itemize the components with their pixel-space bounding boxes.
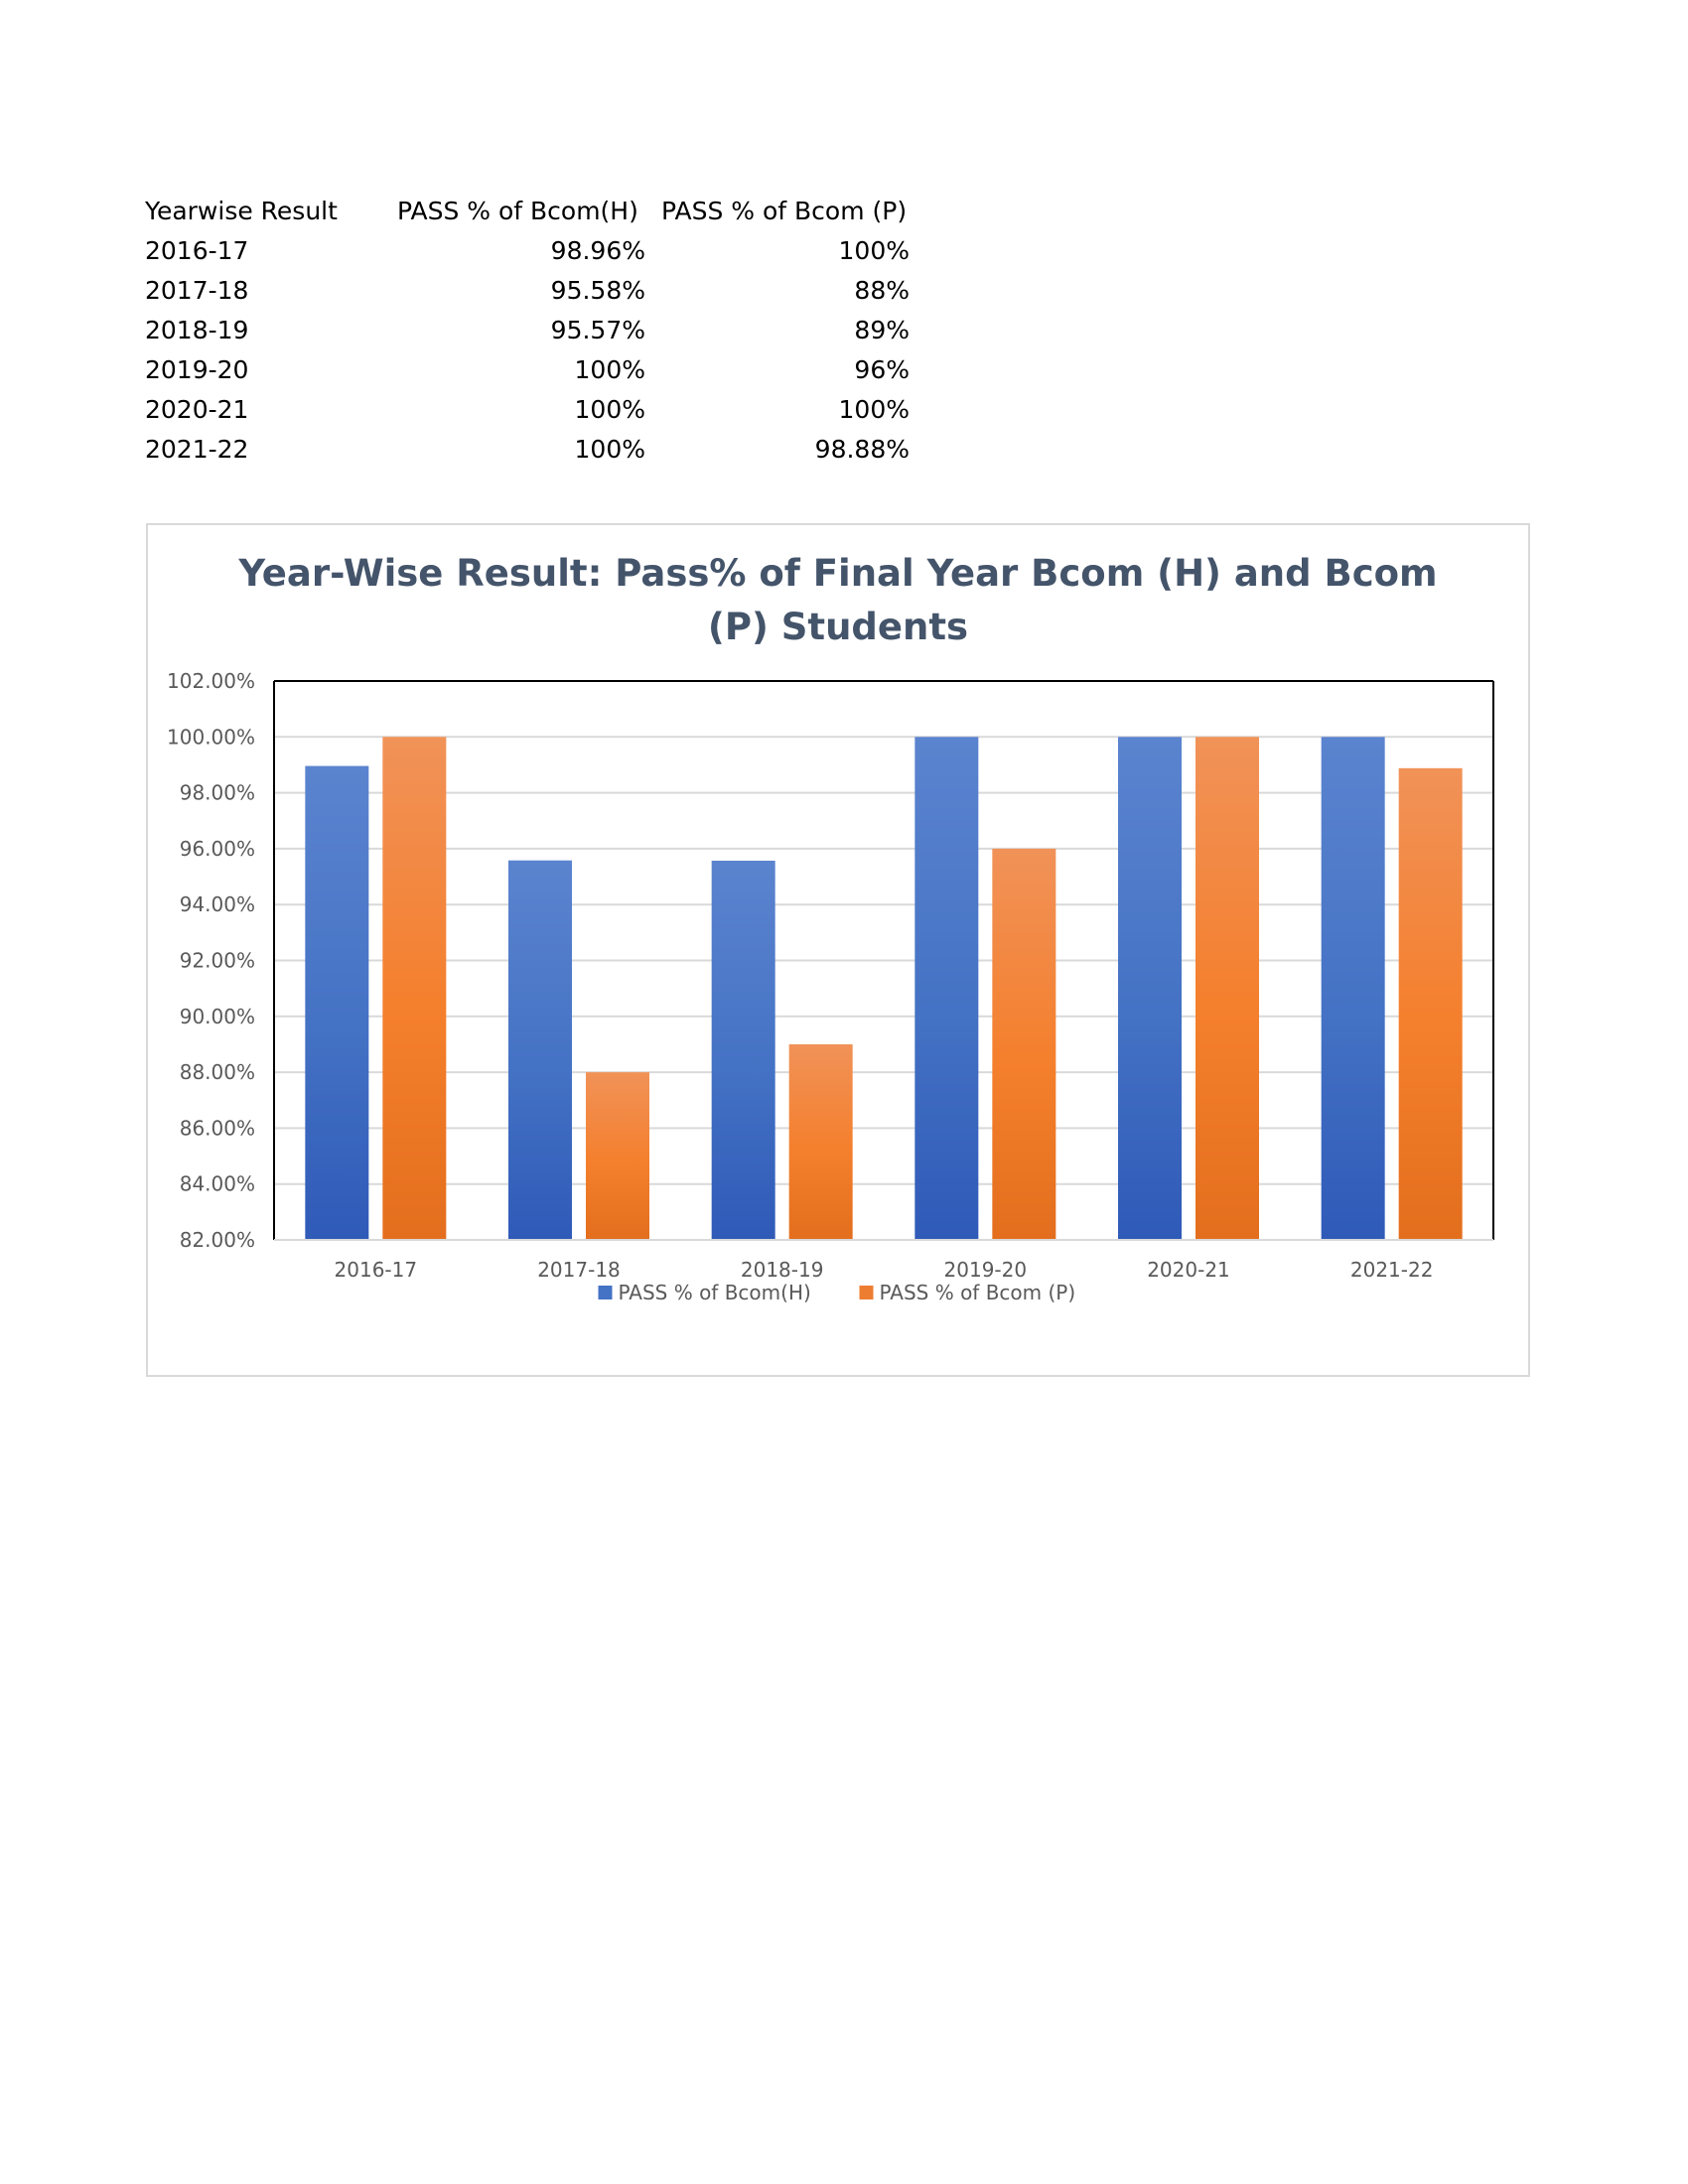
table-cell-bcom-p: 100% bbox=[838, 235, 910, 265]
y-tick-label: 96.00% bbox=[179, 836, 255, 861]
x-tick-label: 2016-17 bbox=[334, 1258, 418, 1282]
table-cell-bcom-p: 88% bbox=[854, 275, 910, 305]
table-row bbox=[145, 270, 910, 310]
y-tick-label: 86.00% bbox=[179, 1116, 255, 1141]
x-tick-label: 2018-19 bbox=[740, 1258, 824, 1282]
table-row bbox=[145, 230, 910, 270]
table-cell-year: 2020-21 bbox=[145, 394, 249, 424]
x-tick-label: 2017-18 bbox=[537, 1258, 621, 1282]
bar-bcom-p bbox=[1196, 737, 1259, 1240]
bar-bcom-h bbox=[305, 766, 368, 1240]
legend-swatch-bcom-p bbox=[860, 1286, 874, 1299]
y-tick-label: 98.00% bbox=[179, 780, 255, 805]
table-cell-year: 2018-19 bbox=[145, 315, 249, 344]
legend bbox=[599, 1281, 1076, 1304]
bar-bcom-h bbox=[712, 861, 775, 1240]
table-cell-bcom-h: 98.96% bbox=[550, 235, 645, 265]
table-header-year: Yearwise Result bbox=[145, 196, 338, 225]
chart-title-line: Year-Wise Result: Pass% of Final Year Bcom (H) and Bcom bbox=[238, 552, 1438, 595]
chart-title bbox=[148, 547, 1528, 654]
table-row bbox=[145, 389, 910, 429]
table-cell-year: 2021-22 bbox=[145, 434, 249, 464]
result-table bbox=[145, 191, 910, 469]
table-cell-bcom-p: 100% bbox=[838, 394, 910, 424]
table-cell-bcom-h: 100% bbox=[574, 354, 645, 384]
table-header-row bbox=[145, 191, 910, 230]
table-header-bcom-h: PASS % of Bcom(H) bbox=[397, 196, 638, 225]
x-tick-label: 2021-22 bbox=[1349, 1258, 1434, 1282]
bar-bcom-h bbox=[1118, 737, 1182, 1240]
table-header-bcom-p: PASS % of Bcom (P) bbox=[661, 196, 908, 225]
legend-label-bcom-h: PASS % of Bcom(H) bbox=[618, 1281, 811, 1304]
bar-bcom-h bbox=[508, 861, 572, 1240]
table-row bbox=[145, 349, 910, 389]
bar-bcom-p bbox=[382, 737, 446, 1240]
bar-bcom-h bbox=[1322, 737, 1385, 1240]
bar-bcom-p bbox=[992, 849, 1055, 1240]
y-tick-label: 100.00% bbox=[167, 725, 255, 750]
table-cell-bcom-h: 95.58% bbox=[550, 275, 645, 305]
table-cell-bcom-p: 89% bbox=[854, 315, 910, 344]
bar-bcom-h bbox=[914, 737, 978, 1240]
table-cell-year: 2019-20 bbox=[145, 354, 249, 384]
x-tick-label: 2020-21 bbox=[1147, 1258, 1230, 1282]
bar-bcom-p bbox=[1399, 768, 1463, 1240]
y-tick-label: 102.00% bbox=[167, 669, 255, 693]
y-tick-label: 92.00% bbox=[179, 948, 255, 973]
legend-swatch-bcom-h bbox=[599, 1286, 613, 1299]
x-tick-label: 2019-20 bbox=[943, 1258, 1028, 1282]
table-cell-bcom-h: 95.57% bbox=[550, 315, 645, 344]
table-cell-bcom-p: 98.88% bbox=[814, 434, 910, 464]
bar-bcom-p bbox=[789, 1044, 853, 1240]
chart-card bbox=[146, 523, 1530, 1377]
bars bbox=[305, 737, 1462, 1240]
y-tick-label: 84.00% bbox=[179, 1171, 255, 1196]
table-cell-bcom-h: 100% bbox=[574, 394, 645, 424]
y-tick-label: 82.00% bbox=[179, 1228, 255, 1252]
table-cell-bcom-p: 96% bbox=[854, 354, 910, 384]
legend-label-bcom-p: PASS % of Bcom (P) bbox=[879, 1281, 1076, 1304]
table-row bbox=[145, 310, 910, 349]
table-cell-year: 2016-17 bbox=[145, 235, 249, 265]
gridlines bbox=[274, 737, 1493, 1183]
y-tick-label: 88.00% bbox=[179, 1060, 255, 1085]
table-cell-bcom-h: 100% bbox=[574, 434, 645, 464]
table-cell-year: 2017-18 bbox=[145, 275, 249, 305]
y-tick-label: 90.00% bbox=[179, 1004, 255, 1028]
chart-title-line: (P) Students bbox=[707, 606, 969, 648]
table-row bbox=[145, 429, 910, 469]
bar-bcom-p bbox=[586, 1072, 649, 1240]
y-tick-label: 94.00% bbox=[179, 892, 255, 917]
